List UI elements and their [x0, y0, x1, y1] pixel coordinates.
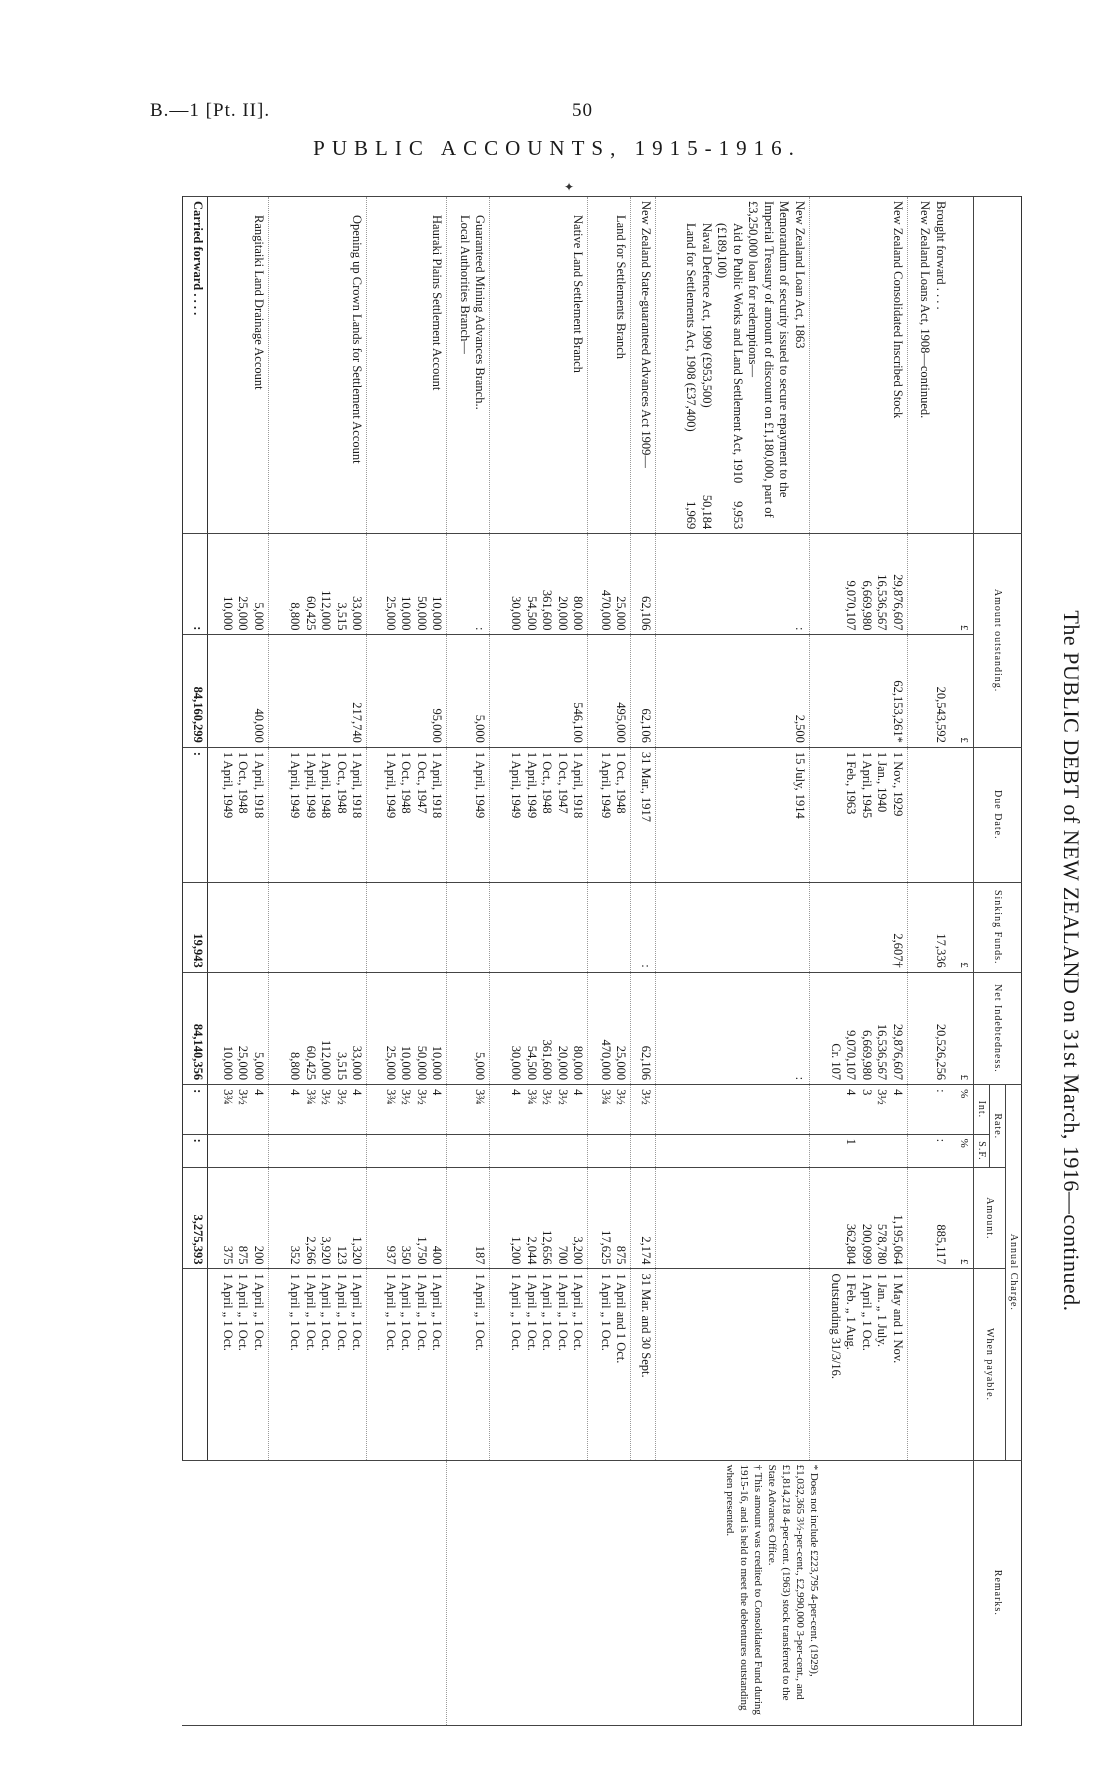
due-list: [490, 747, 588, 882]
due-cell: 15 July, 1914: [655, 747, 809, 882]
when-list: [367, 1269, 447, 1460]
table-title: The PUBLIC DEBT of NEW ZEALAND on 31st March, 1916—continued.: [1059, 610, 1084, 1312]
col-sf: S.F.: [974, 1134, 990, 1168]
list-value: 1 April „ 1 Oct.: [288, 1273, 303, 1351]
list-value: 1 April „ 1 Oct.: [220, 1273, 235, 1351]
int-cell: 3¾: [447, 1085, 490, 1134]
col-sinking-funds: Sinking Funds.: [974, 882, 1022, 972]
percent-symbol: %: [950, 1085, 974, 1134]
row-label: Hauraki Plains Settlement Account: [367, 197, 447, 534]
int-list: [588, 1085, 631, 1134]
list-value: 350: [399, 1245, 414, 1265]
row-label: Guaranteed Mining Advances Branch..: [473, 215, 488, 410]
row-label: Rangitaiki Land Drainage Account: [207, 197, 268, 534]
col-int: Int.: [974, 1085, 990, 1134]
int-list: [207, 1085, 268, 1134]
list-value: 2,266: [303, 1236, 318, 1265]
list-value: 470,000: [598, 589, 613, 631]
list-value: Cr. 107: [828, 1043, 843, 1081]
list-value: 1 Oct., 1947: [555, 751, 570, 814]
table-row: [367, 197, 447, 1726]
list-value: 200: [251, 1245, 266, 1265]
due-list: [207, 747, 268, 882]
list-value: [858, 1139, 874, 1164]
row-label: Opening up Crown Lands for Settlement Account: [268, 197, 366, 534]
list-value: 9,070,107: [844, 580, 859, 631]
due-cell: :: [183, 747, 208, 882]
when-cell: 1 April „ 1 Oct.: [447, 1269, 490, 1460]
list-value: 700: [555, 1245, 570, 1265]
total-cell: 84,160,299: [183, 635, 208, 747]
list-value: 50,000: [414, 1045, 429, 1081]
int-list: [268, 1085, 366, 1134]
list-value: 3½: [555, 1089, 570, 1105]
total-cell: 20,543,592: [907, 635, 949, 747]
list-value: 3½: [614, 1089, 629, 1105]
int-list: [367, 1085, 447, 1134]
list-value: 2,044: [524, 1236, 539, 1265]
list-value: 1 April „ 1 Oct.: [383, 1273, 398, 1351]
int-list: [809, 1085, 907, 1134]
list-value: 12,656: [540, 1230, 555, 1265]
list-value: [874, 1139, 890, 1164]
list-value: 1 April, 1918: [430, 751, 445, 819]
list-value: 1 Oct., 1948: [540, 751, 555, 814]
list-value: 1 April „ 1 Oct.: [236, 1273, 251, 1351]
due-cell: 1 April, 1949: [447, 747, 490, 882]
list-value: 1 April, 1945: [859, 751, 874, 819]
list-value: 25,000: [383, 596, 398, 631]
row-label: New Zealand Loan Act, 1863: [792, 201, 807, 349]
col-amount: Amount.: [974, 1168, 1006, 1269]
list-value: 875: [614, 1245, 629, 1265]
list-value: 3¾: [524, 1089, 539, 1105]
list-value: 1 April „ 1 Oct.: [859, 1273, 874, 1351]
total-cell: 5,000: [447, 635, 490, 747]
charge-cell: 885,117: [907, 1168, 949, 1269]
row-label: New Zealand Consolidated Inscribed Stock: [809, 197, 907, 534]
charge-list: [268, 1168, 366, 1269]
total-cell: 546,100: [490, 635, 588, 747]
net-list: [490, 972, 588, 1084]
net-cell: 62,106: [631, 972, 655, 1084]
loans-act-label: New Zealand Loans Act, 1908—continued.: [918, 201, 933, 419]
header-row-1: [1006, 197, 1022, 1726]
list-value: 375: [220, 1245, 235, 1265]
sinking-cell: :: [631, 882, 655, 972]
list-value: 1,750: [414, 1236, 429, 1265]
list-value: 1: [844, 1138, 859, 1145]
list-value: 3½: [875, 1089, 890, 1105]
list-value: 3,515: [334, 1052, 349, 1081]
list-value: 8,800: [288, 602, 303, 631]
list-value: 8,800: [288, 1052, 303, 1081]
int-cell: :: [907, 1085, 949, 1134]
ornament-icon: ✦: [564, 180, 575, 194]
sf-cell: :: [183, 1134, 208, 1168]
when-list: [207, 1269, 268, 1460]
list-value: 1 May and 1 Nov.: [890, 1273, 905, 1364]
net-list: [588, 972, 631, 1084]
list-value: 16,536,567: [875, 574, 890, 631]
row-label: Carried forward . . . .: [183, 197, 208, 534]
list-value: 5,000: [251, 602, 266, 631]
amount-list: [809, 534, 907, 635]
int-cell: 3½: [631, 1085, 655, 1134]
list-value: 1 April, 1949: [303, 751, 318, 819]
list-value: 1 April „ 1 Oct.: [399, 1273, 414, 1351]
list-value: 10,000: [430, 596, 445, 631]
row-label: Native Land Settlement Branch: [490, 197, 588, 534]
list-value: 1 April, 1949: [383, 751, 398, 819]
due-list: [809, 747, 907, 882]
list-value: 17,625: [598, 1230, 613, 1265]
list-value: 60,425: [303, 1045, 318, 1081]
list-value: 80,000: [571, 596, 586, 631]
list-value: 4: [288, 1089, 303, 1096]
list-value: 9,070,107: [844, 1030, 859, 1081]
list-value: 112,000: [319, 590, 334, 631]
list-value: 29,876,607: [890, 1023, 905, 1081]
list-value: 1 April, 1949: [509, 751, 524, 819]
list-value: 1 April „ 1 Oct.: [540, 1273, 555, 1351]
list-value: 1 Oct., 1947: [414, 751, 429, 814]
row-label: Local Authorities Branch—: [457, 215, 472, 354]
list-value: 361,600: [540, 1039, 555, 1081]
currency-symbol: £: [950, 972, 974, 1084]
list-value: 3½: [540, 1089, 555, 1105]
list-value: 3½: [399, 1089, 414, 1105]
total-cell: 62,106: [631, 635, 655, 747]
list-value: 1,200: [509, 1236, 524, 1265]
net-cell: :: [655, 972, 809, 1084]
list-value: 25,000: [383, 1045, 398, 1081]
amount-cell: :: [655, 534, 809, 635]
list-value: 10,000: [220, 596, 235, 631]
list-value: 4: [251, 1089, 266, 1096]
list-value: 25,000: [236, 596, 251, 631]
list-value: 1 April „ 1 Oct.: [555, 1273, 570, 1351]
list-value: 1 April „ 1 Oct.: [430, 1273, 445, 1351]
list-value: 1 April, 1918: [350, 751, 365, 819]
list-value: 875: [236, 1245, 251, 1265]
rotated-table-sheet: [182, 196, 1084, 1726]
list-value: 16,536,567: [875, 1023, 890, 1081]
total-cell: 217,740: [268, 635, 366, 747]
list-value: 1 April „ 1 Oct.: [350, 1273, 365, 1351]
charge-cell: 187: [447, 1168, 490, 1269]
list-value: 1 April, 1918: [571, 751, 586, 819]
list-value: 3,515: [334, 602, 349, 631]
list-value: 54,500: [524, 1045, 539, 1081]
list-value: 4: [350, 1089, 365, 1096]
list-value: 10,000: [430, 1045, 445, 1081]
list-value: 361,600: [540, 589, 555, 631]
memo-item: Aid to Public Works and Land Settlement Act, 1910 (£189,100) 9,953: [715, 223, 745, 530]
list-value: 1 April and 1 Oct.: [614, 1273, 629, 1364]
list-value: 1 April „ 1 Oct.: [319, 1273, 334, 1351]
list-value: 1 Oct., 1948: [236, 751, 251, 814]
col-annual-charge: Annual Charge.: [1006, 1085, 1022, 1460]
page-number: 50: [572, 100, 593, 121]
list-value: 3½: [236, 1089, 251, 1105]
list-value: 1 April, 1949: [598, 751, 613, 819]
list-value: 3¾: [220, 1089, 235, 1105]
list-value: 4: [890, 1089, 905, 1096]
net-cell: 5,000: [447, 972, 490, 1084]
memo-text: Memorandum of security issued to secure repayment to the Imperial Treasury of amount of discount on £1,180,000, part of £3,250,000 loan for redemptions—: [746, 201, 792, 518]
list-value: 10,000: [220, 1045, 235, 1081]
net-list: [367, 972, 447, 1084]
total-cell: 62,153,261*: [809, 635, 907, 747]
list-value: 352: [288, 1245, 303, 1265]
list-value: 1 April „ 1 Oct.: [334, 1273, 349, 1351]
list-value: 25,000: [236, 1045, 251, 1081]
percent-symbol: %: [950, 1134, 974, 1168]
list-value: 3,920: [319, 1236, 334, 1265]
list-value: 3¾: [383, 1089, 398, 1105]
list-value: 1 Feb., 1963: [844, 751, 859, 815]
charge-list: [207, 1168, 268, 1269]
due-list: [588, 747, 631, 882]
list-value: 3½: [319, 1089, 334, 1105]
list-value: 1,195,064: [890, 1214, 905, 1265]
remarks-cell: [447, 1460, 974, 1725]
list-value: 1 April „ 1 Oct.: [598, 1273, 613, 1351]
amount-list: [207, 534, 268, 635]
net-list: [809, 972, 907, 1084]
amount-cell: :: [183, 534, 208, 635]
when-list: [268, 1269, 366, 1460]
when-list: [809, 1269, 907, 1460]
total-cell: 2,500: [655, 635, 809, 747]
list-value: 80,000: [571, 1045, 586, 1081]
when-list: [588, 1269, 631, 1460]
list-value: 30,000: [509, 596, 524, 631]
list-value: 3½: [414, 1089, 429, 1105]
col-description: [974, 197, 1022, 534]
list-value: 1 Feb. „ 1 Aug.: [844, 1273, 859, 1350]
list-value: 1 April „ 1 Oct.: [524, 1273, 539, 1351]
col-amount-outstanding: Amount outstanding.: [974, 534, 1022, 748]
currency-symbol: £: [950, 1168, 974, 1269]
currency-row: [950, 197, 974, 1726]
list-value: 1 Nov., 1929: [890, 751, 905, 817]
col-remarks: Remarks.: [974, 1460, 1022, 1725]
list-value: 33,000: [350, 596, 365, 631]
charge-cell: 2,174: [631, 1168, 655, 1269]
page-heading: PUBLIC ACCOUNTS, 1915-1916.: [313, 136, 801, 160]
total-cell: 40,000: [207, 635, 268, 747]
due-list: [268, 747, 366, 882]
list-value: 10,000: [399, 596, 414, 631]
list-value: 362,804: [844, 1223, 859, 1265]
list-value: 1 April, 1949: [524, 751, 539, 819]
list-value: 4: [509, 1089, 524, 1096]
charge-list: [588, 1168, 631, 1269]
net-cell: 20,526,256: [907, 972, 949, 1084]
list-value: 1 Oct., 1948: [399, 751, 414, 814]
int-list: [490, 1085, 588, 1134]
charge-list: [367, 1168, 447, 1269]
list-value: 937: [383, 1245, 398, 1265]
list-value: 1 April, 1949: [288, 751, 303, 819]
sf-cell: :: [907, 1134, 949, 1168]
list-value: 4: [571, 1089, 586, 1096]
list-value: 1 April „ 1 Oct.: [571, 1273, 586, 1351]
list-value: 1 April, 1918: [251, 751, 266, 819]
list-value: [889, 1139, 905, 1164]
list-value: 3½: [334, 1089, 349, 1105]
charge-list: [490, 1168, 588, 1269]
currency-symbol: £: [950, 635, 974, 747]
net-list: [207, 972, 268, 1084]
sinking-cell: 2,607†: [809, 882, 907, 972]
list-value: 29,876,607: [890, 574, 905, 631]
sf-list: [809, 1134, 907, 1168]
net-list: [268, 972, 366, 1084]
list-value: 112,000: [319, 1039, 334, 1081]
list-value: 25,000: [614, 596, 629, 631]
list-value: 20,000: [555, 596, 570, 631]
due-list: [367, 747, 447, 882]
list-value: 4: [430, 1089, 445, 1096]
list-value: 470,000: [598, 1039, 613, 1081]
list-value: 6,669,980: [859, 580, 874, 631]
list-value: 200,099: [859, 1223, 874, 1265]
col-due-date: Due Date.: [974, 747, 1022, 882]
memo-item: Naval Defence Act, 1909 (£953,500) 50,184: [699, 223, 714, 530]
list-value: 6,669,980: [859, 1030, 874, 1081]
list-value: 3¾: [303, 1089, 318, 1105]
amount-cell: 62,106: [631, 534, 655, 635]
list-value: 30,000: [509, 1045, 524, 1081]
list-value: 1 April „ 1 Oct.: [509, 1273, 524, 1351]
list-value: 1 April, 1948: [319, 751, 334, 819]
public-debt-table: [182, 196, 1022, 1726]
list-value: 1 April, 1949: [220, 751, 235, 819]
when-list: [490, 1269, 588, 1460]
list-value: 60,425: [303, 596, 318, 631]
brought-forward-label: Brought forward . . . .: [933, 201, 948, 310]
amount-cell: :: [447, 534, 490, 635]
due-cell: 31 Mar., 1917: [631, 747, 655, 882]
list-value: 50,000: [414, 596, 429, 631]
amount-list: [268, 534, 366, 635]
charge-list: [809, 1168, 907, 1269]
col-net-indebtedness: Net Indebtedness.: [974, 972, 1022, 1084]
list-value: 123: [334, 1245, 349, 1265]
list-value: 3¾: [598, 1089, 613, 1105]
memo-item: Land for Settlements Act, 1908 (£37,400) 1,969: [684, 223, 699, 530]
currency-symbol: £: [950, 534, 974, 635]
currency-symbol: £: [950, 882, 974, 972]
list-value: 33,000: [350, 1045, 365, 1081]
list-value: 1 Oct., 1948: [334, 751, 349, 814]
remark-star: * Does not include £223,795 4-per-cent. (1929), £1,032,365 3½-per-cent., £2,990,000 3-per-cent., and £1,814,218 4-per-cent. (1963) stock transferred to the State Advances Office.: [766, 1464, 820, 1701]
col-rate: Rate.: [990, 1085, 1006, 1168]
remark-dagger: † This amount was credited to Consolidated Fund during 1915-16, and is held to meet the debentures outstanding when presented.: [724, 1464, 764, 1715]
net-cell: 84,140,356: [183, 972, 208, 1084]
list-value: 3,200: [571, 1236, 586, 1265]
report-reference: B.—1 [Pt. II].: [150, 100, 271, 121]
list-value: 3: [859, 1089, 874, 1096]
int-cell: :: [183, 1085, 208, 1134]
list-value: Outstanding 31/3/16.: [828, 1273, 843, 1380]
sinking-cell: 17,336: [907, 882, 949, 972]
charge-cell: 3,275,393: [183, 1168, 208, 1269]
list-value: 5,000: [251, 1052, 266, 1081]
list-value: 1,320: [350, 1236, 365, 1265]
when-cell: 31 Mar. and 30 Sept.: [631, 1269, 655, 1460]
sinking-cell: 19,943: [183, 882, 208, 972]
row-label: Land for Settlements Branch: [588, 197, 631, 534]
list-value: 1 Jan., 1940: [875, 751, 890, 813]
row-label: New Zealand State-guaranteed Advances Act 1909—: [631, 197, 655, 534]
total-cell: 495,000: [588, 635, 631, 747]
amount-list: [490, 534, 588, 635]
list-value: 1 Jan. „ 1 July.: [875, 1273, 890, 1347]
amount-list: [367, 534, 447, 635]
list-value: 1 April „ 1 Oct.: [303, 1273, 318, 1351]
list-value: 20,000: [555, 1045, 570, 1081]
list-value: 25,000: [614, 1045, 629, 1081]
list-value: 10,000: [399, 1045, 414, 1081]
amount-list: [588, 534, 631, 635]
list-value: 400: [430, 1245, 445, 1265]
list-value: 54,500: [524, 596, 539, 631]
list-value: 1 April „ 1 Oct.: [251, 1273, 266, 1351]
total-cell: 95,000: [367, 635, 447, 747]
list-value: 4: [844, 1089, 859, 1096]
col-when-payable: When payable.: [974, 1269, 1006, 1460]
list-value: 1 Oct., 1948: [614, 751, 629, 814]
list-value: 578,780: [875, 1223, 890, 1265]
list-value: 1 April „ 1 Oct.: [414, 1273, 429, 1351]
